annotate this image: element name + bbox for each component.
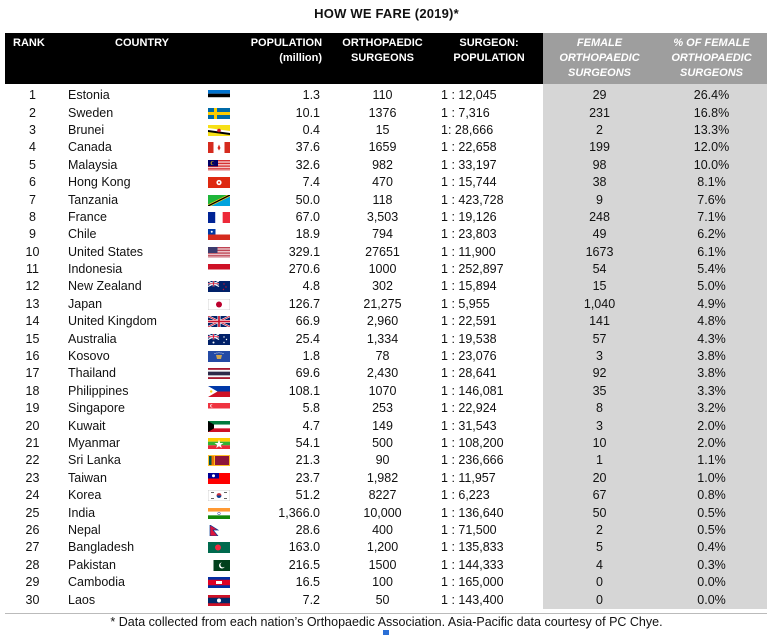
female-cell: 54: [543, 261, 656, 278]
table-row: [5, 174, 767, 191]
surgeons-cell: 10,000: [363, 505, 402, 520]
country-cell: Singapore: [68, 401, 125, 416]
female-cell: 38: [543, 174, 656, 191]
footnote: * Data collected from each nation’s Orthopaedic Association. Asia-Pacific data courtesy of PC Chye.: [110, 615, 663, 629]
rank-cell: 17: [25, 366, 40, 381]
surgeons-cell: 1,982: [366, 470, 399, 485]
country-cell: Laos: [68, 592, 96, 607]
female-surgeons-header: FEMALE ORTHOPAEDIC SURGEONS: [543, 33, 656, 84]
rank-cell: 29: [25, 575, 40, 590]
divider: [5, 613, 767, 614]
page-title: HOW WE FARE (2019)*: [314, 6, 459, 21]
selection-marker: [383, 630, 389, 635]
canada-flag: [190, 139, 248, 156]
population-cell: 18.9: [295, 227, 321, 242]
surgeons-cell: 1,334: [366, 331, 399, 346]
surgeons-cell: 50: [375, 592, 390, 607]
surgeons-cell: 302: [372, 279, 393, 294]
country-cell: Kosovo: [68, 349, 110, 364]
female-cell: 199: [543, 139, 656, 156]
country-cell: France: [68, 209, 107, 224]
rank-cell: 20: [25, 418, 40, 433]
surgeons-cell: 982: [372, 157, 393, 172]
rank-cell: 15: [25, 331, 40, 346]
population-cell: 0.4: [302, 122, 321, 137]
female-cell: 50: [543, 504, 656, 521]
pct-female-header: % OF FEMALE ORTHOPAEDIC SURGEONS: [656, 33, 767, 84]
population-cell: 51.2: [295, 488, 321, 503]
pct-cell: 5.4%: [656, 261, 767, 278]
table-row: [5, 400, 767, 417]
rank-cell: 5: [29, 157, 36, 172]
population-cell: 4.8: [302, 279, 321, 294]
rank-cell: 7: [29, 192, 36, 207]
table-row: [5, 296, 767, 313]
kuwait-flag: [190, 417, 248, 434]
ratio-cell: 1 : 143,400: [441, 592, 504, 607]
indonesia-flag: [190, 261, 248, 278]
table-row: [5, 435, 767, 452]
country-cell: United States: [68, 244, 144, 259]
rank-cell: 22: [25, 453, 40, 468]
female-cell: 15: [543, 278, 656, 295]
table-row: [5, 139, 767, 156]
female-cell: 2: [543, 122, 656, 139]
population-cell: 37.6: [295, 140, 321, 155]
population-cell: 32.6: [295, 157, 321, 172]
female-cell: 67: [543, 487, 656, 504]
surgeons-cell: 794: [372, 227, 393, 242]
ratio-cell: 1 : 33,197: [441, 157, 497, 172]
rank-cell: 9: [29, 227, 36, 242]
rank-header: RANK: [5, 33, 60, 84]
table-row: [5, 330, 767, 347]
ratio-cell: 1 : 71,500: [441, 522, 497, 537]
surgeons-cell: 1659: [368, 140, 397, 155]
table-row: [5, 591, 767, 608]
rank-cell: 27: [25, 540, 40, 555]
country-cell: Bangladesh: [68, 540, 135, 555]
ratio-cell: 1 : 144,333: [441, 557, 504, 572]
population-cell: 10.1: [295, 105, 321, 120]
myanmar-flag: [190, 435, 248, 452]
female-cell: 8: [543, 400, 656, 417]
ortho-surgeons-header: ORTHOPAEDIC SURGEONS: [330, 33, 435, 84]
ratio-cell: 1 : 135,833: [441, 540, 504, 555]
female-cell: 231: [543, 104, 656, 121]
table-row: [5, 104, 767, 121]
population-cell: 7.2: [302, 592, 321, 607]
japan-flag: [190, 296, 248, 313]
table-row: [5, 470, 767, 487]
surgeons-cell: 3,503: [366, 209, 399, 224]
table-row: [5, 522, 767, 539]
population-cell: 25.4: [295, 331, 321, 346]
population-cell: 1.8: [302, 349, 321, 364]
rank-cell: 18: [25, 383, 40, 398]
table-row: [5, 209, 767, 226]
table-row: [5, 278, 767, 295]
pct-cell: 12.0%: [656, 139, 767, 156]
rank-cell: 16: [25, 349, 40, 364]
country-cell: Canada: [68, 140, 112, 155]
ratio-cell: 1 : 19,126: [441, 209, 497, 224]
ratio-cell: 1 : 6,223: [441, 488, 490, 503]
female-cell: 248: [543, 209, 656, 226]
female-cell: 92: [543, 365, 656, 382]
kosovo-flag: [190, 348, 248, 365]
chile-flag: [190, 226, 248, 243]
population-cell: 21.3: [295, 453, 321, 468]
population-cell: 4.7: [302, 418, 321, 433]
ratio-cell: 1: 28,666: [441, 122, 494, 137]
pct-cell: 0.8%: [656, 487, 767, 504]
rank-cell: 23: [25, 470, 40, 485]
pct-cell: 2.0%: [656, 417, 767, 434]
ratio-cell: 1 : 15,744: [441, 175, 497, 190]
pct-cell: 0.5%: [656, 504, 767, 521]
country-cell: Korea: [68, 488, 102, 503]
country-cell: Sri Lanka: [68, 453, 121, 468]
pct-cell: 7.1%: [656, 209, 767, 226]
country-header: COUNTRY: [60, 33, 248, 84]
rank-cell: 19: [25, 401, 40, 416]
female-cell: 20: [543, 470, 656, 487]
female-cell: 4: [543, 557, 656, 574]
rank-cell: 4: [29, 140, 36, 155]
rank-cell: 12: [25, 279, 40, 294]
female-cell: 5: [543, 539, 656, 556]
table-row: [5, 383, 767, 400]
population-cell: 163.0: [288, 540, 321, 555]
ratio-cell: 1 : 146,081: [441, 383, 504, 398]
country-cell: Chile: [68, 227, 97, 242]
ratio-cell: 1 : 11,957: [441, 470, 496, 485]
country-cell: Pakistan: [68, 557, 116, 572]
surgeons-cell: 1000: [368, 262, 397, 277]
pct-cell: 6.2%: [656, 226, 767, 243]
rank-cell: 30: [25, 592, 40, 607]
pct-cell: 0.3%: [656, 557, 767, 574]
country-cell: Tanzania: [68, 192, 119, 207]
table-row: [5, 574, 767, 591]
sri-lanka-flag: [190, 452, 248, 469]
female-cell: 35: [543, 383, 656, 400]
pakistan-flag: [190, 557, 248, 574]
pct-cell: 3.8%: [656, 348, 767, 365]
uk-flag: [190, 313, 248, 330]
country-cell: Indonesia: [68, 262, 123, 277]
female-cell: 141: [543, 313, 656, 330]
surgeons-cell: 100: [372, 575, 393, 590]
surgeons-cell: 253: [372, 401, 393, 416]
india-flag: [190, 504, 248, 521]
pct-cell: 1.0%: [656, 470, 767, 487]
surgeons-cell: 78: [375, 349, 390, 364]
country-cell: Australia: [68, 331, 117, 346]
ratio-cell: 1 : 5,955: [441, 296, 490, 311]
laos-flag: [190, 591, 248, 608]
pct-cell: 4.3%: [656, 330, 767, 347]
ratio-cell: 1 : 12,045: [441, 88, 497, 103]
ratio-cell: 1 : 22,658: [441, 140, 497, 155]
ratio-cell: 1 : 108,200: [441, 436, 504, 450]
ratio-cell: 1 : 11,900: [441, 244, 496, 259]
rank-cell: 14: [25, 314, 40, 329]
population-cell: 67.0: [295, 209, 321, 224]
table-row: [5, 84, 767, 104]
rank-cell: 1: [29, 88, 36, 103]
female-cell: 3: [543, 348, 656, 365]
rank-cell: 2: [29, 105, 36, 120]
rank-cell: 8: [29, 209, 36, 224]
surgeons-cell: 8227: [368, 488, 397, 503]
table-header-row: [5, 33, 767, 84]
table-row: [5, 191, 767, 208]
table-row: [5, 487, 767, 504]
surgeons-cell: 21,275: [363, 296, 402, 311]
korea-flag: [190, 487, 248, 504]
ratio-cell: 1 : 423,728: [441, 192, 504, 207]
nepal-flag: [190, 522, 248, 539]
pct-cell: 7.6%: [656, 191, 767, 208]
surgeons-cell: 110: [372, 88, 393, 103]
population-cell: 108.1: [288, 383, 321, 398]
pct-cell: 4.9%: [656, 296, 767, 313]
country-cell: Thailand: [68, 366, 116, 381]
table-row: [5, 452, 767, 469]
country-cell: Brunei: [68, 122, 105, 137]
table-row: [5, 365, 767, 382]
rank-cell: 13: [25, 296, 40, 311]
surgeons-cell: 400: [372, 522, 393, 537]
surgeons-cell: 2,960: [366, 314, 399, 329]
surgeons-cell: 470: [372, 175, 393, 190]
population-cell: 1,366.0: [278, 505, 321, 520]
surgeons-cell: 2,430: [366, 366, 399, 381]
table-row: [5, 226, 767, 243]
rank-cell: 21: [25, 436, 40, 450]
pct-cell: 13.3%: [656, 122, 767, 139]
table-row: [5, 122, 767, 139]
pct-cell: 3.3%: [656, 383, 767, 400]
pct-cell: 2.0%: [656, 435, 767, 452]
population-cell: 50.0: [295, 192, 321, 207]
surgeons-cell: 1500: [368, 557, 397, 572]
female-cell: 1,040: [543, 296, 656, 313]
population-cell: 1.3: [302, 88, 321, 103]
population-cell: 54.1: [295, 436, 321, 450]
country-cell: Malaysia: [68, 157, 118, 172]
cambodia-flag: [190, 574, 248, 591]
country-cell: Hong Kong: [68, 175, 131, 190]
population-cell: 216.5: [288, 557, 321, 572]
malaysia-flag: [190, 157, 248, 174]
ratio-cell: 1 : 23,076: [441, 349, 497, 364]
bangladesh-flag: [190, 539, 248, 556]
country-cell: United Kingdom: [68, 314, 157, 329]
surgeons-cell: 27651: [365, 244, 400, 259]
rank-cell: 11: [26, 262, 39, 277]
pct-cell: 6.1%: [656, 244, 767, 261]
surgeons-cell: 90: [375, 453, 390, 468]
thailand-flag: [190, 365, 248, 382]
country-cell: Cambodia: [68, 575, 125, 590]
ratio-cell: 1 : 7,316: [441, 105, 490, 120]
country-cell: Taiwan: [68, 470, 107, 485]
usa-flag: [190, 244, 248, 261]
surgeons-cell: 1,200: [366, 540, 399, 555]
country-cell: Estonia: [68, 88, 110, 103]
female-cell: 29: [543, 84, 656, 104]
population-cell: 270.6: [288, 262, 321, 277]
philippines-flag: [190, 383, 248, 400]
pct-cell: 0.0%: [656, 591, 767, 608]
country-cell: Nepal: [68, 522, 101, 537]
rank-cell: 24: [25, 488, 40, 503]
surgeons-cell: 15: [375, 122, 390, 137]
female-cell: 0: [543, 574, 656, 591]
surgeon-table: [5, 33, 767, 609]
rank-cell: 26: [25, 522, 40, 537]
table-row: [5, 261, 767, 278]
pct-cell: 10.0%: [656, 157, 767, 174]
surgeons-cell: 118: [372, 192, 393, 207]
rank-cell: 3: [29, 122, 36, 137]
ratio-cell: 1 : 28,641: [441, 366, 497, 381]
pct-cell: 1.1%: [656, 452, 767, 469]
population-cell: 23.7: [295, 470, 321, 485]
country-cell: Philippines: [68, 383, 129, 398]
rank-cell: 10: [25, 244, 40, 259]
population-cell: 5.8: [302, 401, 321, 416]
table-row: [5, 313, 767, 330]
female-cell: 57: [543, 330, 656, 347]
female-cell: 3: [543, 417, 656, 434]
taiwan-flag: [190, 470, 248, 487]
table-row: [5, 157, 767, 174]
sweden-flag: [190, 104, 248, 121]
ratio-cell: 1 : 22,924: [441, 401, 497, 416]
female-cell: 1: [543, 452, 656, 469]
ratio-header: SURGEON: POPULATION: [435, 33, 543, 84]
pct-cell: 4.8%: [656, 313, 767, 330]
ratio-cell: 1 : 31,543: [441, 418, 497, 433]
table-row: [5, 539, 767, 556]
ratio-cell: 1 : 252,897: [441, 262, 504, 277]
population-cell: 69.6: [295, 366, 321, 381]
estonia-flag: [190, 84, 248, 104]
population-header: POPULATION (million): [248, 33, 330, 84]
pct-cell: 0.0%: [656, 574, 767, 591]
pct-cell: 0.5%: [656, 522, 767, 539]
new-zealand-flag: [190, 278, 248, 295]
pct-cell: 16.8%: [656, 104, 767, 121]
rank-cell: 28: [25, 557, 40, 572]
pct-cell: 8.1%: [656, 174, 767, 191]
table-row: [5, 504, 767, 521]
population-cell: 7.4: [302, 175, 321, 190]
table-row: [5, 417, 767, 434]
pct-cell: 5.0%: [656, 278, 767, 295]
hong-kong-flag: [190, 174, 248, 191]
rank-cell: 25: [25, 505, 40, 520]
tanzania-flag: [190, 191, 248, 208]
table-row: [5, 348, 767, 365]
female-cell: 0: [543, 591, 656, 608]
ratio-cell: 1 : 165,000: [441, 575, 504, 590]
pct-cell: 3.2%: [656, 400, 767, 417]
ratio-cell: 1 : 136,640: [441, 505, 504, 520]
female-cell: 9: [543, 191, 656, 208]
population-cell: 329.1: [288, 244, 321, 259]
surgeons-cell: 1376: [368, 105, 397, 120]
ratio-cell: 1 : 236,666: [441, 453, 504, 468]
country-cell: Myanmar: [68, 436, 121, 450]
brunei-flag: [190, 122, 248, 139]
population-cell: 16.5: [295, 575, 321, 590]
female-cell: 98: [543, 157, 656, 174]
surgeons-cell: 1070: [368, 383, 397, 398]
ratio-cell: 1 : 22,591: [441, 314, 497, 329]
singapore-flag: [190, 400, 248, 417]
female-cell: 1673: [543, 244, 656, 261]
pct-cell: 0.4%: [656, 539, 767, 556]
ratio-cell: 1 : 19,538: [441, 331, 497, 346]
rank-cell: 6: [29, 175, 36, 190]
table-row: [5, 244, 767, 261]
female-cell: 49: [543, 226, 656, 243]
population-cell: 126.7: [288, 296, 321, 311]
population-cell: 66.9: [295, 314, 321, 329]
ratio-cell: 1 : 15,894: [441, 279, 497, 294]
country-cell: Japan: [68, 296, 103, 311]
australia-flag: [190, 330, 248, 347]
female-cell: 10: [543, 435, 656, 452]
ratio-cell: 1 : 23,803: [441, 227, 497, 242]
female-cell: 2: [543, 522, 656, 539]
surgeons-cell: 500: [372, 436, 393, 450]
country-cell: New Zealand: [68, 279, 142, 294]
pct-cell: 26.4%: [656, 84, 767, 104]
pct-cell: 3.8%: [656, 365, 767, 382]
country-cell: India: [68, 505, 96, 520]
population-cell: 28.6: [295, 522, 321, 537]
table-row: [5, 557, 767, 574]
country-cell: Sweden: [68, 105, 114, 120]
france-flag: [190, 209, 248, 226]
surgeons-cell: 149: [372, 418, 393, 433]
country-cell: Kuwait: [68, 418, 106, 433]
